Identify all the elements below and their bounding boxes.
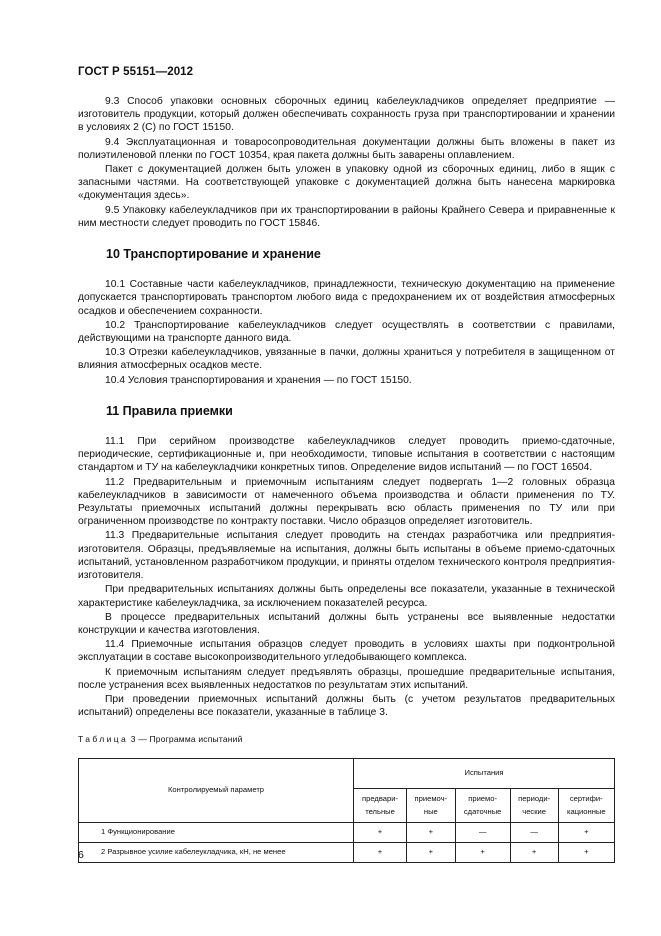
table-cell: + <box>455 842 510 862</box>
column-header: предвари- тельные <box>354 788 407 822</box>
table-cell: + <box>510 842 558 862</box>
table-caption-label: Таблица <box>78 734 129 745</box>
test-program-table <box>78 758 615 863</box>
paragraph: 9.5 Упаковку кабелеукладчиков при их транспортировании в районы Крайнего Севера и приравненные к ним местности следует проводить по ГОСТ 15846. <box>78 204 615 229</box>
column-header: приемо- сдаточные <box>455 788 510 822</box>
page-number: 6 <box>78 849 84 861</box>
paragraph: 11.2 Предварительным и приемочным испытаниям следует подвергать 1—2 головных образца кабелеукладчиков в зависимости от намеченного объема производства и области применения по ТУ. Результаты приемочных испытаний должны перекрывать всю область применения по ТУ или при ограниченном производстве по контракту поставки. Число образцов определяет изготовитель. <box>78 476 615 528</box>
document-body <box>78 95 615 863</box>
column-header: приемоч- ные <box>407 788 456 822</box>
paragraph: К приемочным испытаниям следует предъявлять образцы, прошедшие предварительные испытания, после устранения всех выявленных недостатков по результатам этих испытаний. <box>78 666 615 691</box>
table-cell: + <box>354 822 407 842</box>
paragraph: В процессе предварительных испытаний должны быть устранены все выявленные недостатки конструкции и качества изготовления. <box>78 611 615 636</box>
table-cell: + <box>558 842 614 862</box>
paragraph: 10.4 Условия транспортирования и хранения — по ГОСТ 15150. <box>105 374 412 386</box>
table-caption <box>78 733 615 746</box>
section-title: 10 Транспортирование и хранение <box>106 247 321 262</box>
standard-header: ГОСТ Р 55151—2012 <box>78 66 194 78</box>
table-caption-title: 3 — Программа испытаний <box>128 734 243 745</box>
paragraph: Пакет с документацией должен быть уложен в упаковку одной из сборочных единиц, либо в ящик с запасными частями. На соответствующей упаковке с документацией должна быть нанесена маркировка «документация здесь». <box>78 164 615 202</box>
paragraph: 11.1 При серийном производстве кабелеукладчиков следует проводить приемо-сдаточные, периодические, сертификационные и, при необходимости, типовые испытания в соответствии с настоящим стандартом и ТУ на кабелеукладчики конкретных типов. Определение видов испытаний — по ГОСТ 16504. <box>78 436 615 474</box>
table-cell: + <box>558 822 614 842</box>
paragraph: 10.1 Составные части кабелеукладчиков, принадлежности, техническую документацию на применение допускается транспортировать транспортом любого вида с предохранением их от воздействия атмосферных осадков и обеспечением сохранности. <box>78 279 615 317</box>
paragraph: 9.4 Эксплуатационная и товаросопроводительная документации должны быть вложены в пакет из полиэтиленовой пленки по ГОСТ 10354, края пакета должны быть заварены оплавлением. <box>78 136 615 161</box>
table-cell: — <box>455 822 510 842</box>
table-row <box>79 822 615 842</box>
tests-header: Испытания <box>354 758 615 788</box>
table-row <box>79 842 615 862</box>
column-header: сертифи- кационные <box>558 788 614 822</box>
table-cell: + <box>407 822 456 842</box>
paragraph: 11.4 Приемочные испытания образцов следует проводить в условиях шахты при подконтрольной эксплуатации в составе высокопроизводительного угледобывающего комплекса. <box>78 639 615 664</box>
row-name: 1 Функционирование <box>79 822 354 842</box>
paragraph: При предварительных испытаниях должны быть определены все показатели, указанные в технической характеристике кабелеукладчика, за исключением показателей ресурса. <box>78 584 615 609</box>
paragraph: 9.3 Способ упаковки основных сборочных единиц кабелеукладчиков определяет предприятие — изготовитель продукции, который должен обеспечивать сохранность груза при транспортировании и хранении в условиях 2 (С) по ГОСТ 15150. <box>78 96 615 134</box>
param-header: Контролируемый параметр <box>79 758 354 822</box>
table-cell: + <box>354 842 407 862</box>
paragraph: 10.2 Транспортирование кабелеукладчиков следует осуществлять в соответствии с правилами, действующими на транспорте данного вида. <box>78 319 615 345</box>
paragraph: 11.3 Предварительные испытания следует проводить на стендах разработчика или предприятия-изготовителя. Образцы, предъявляемые на испытания, должны быть испытаны в объеме приемо-сдаточных испытаний, установленном разработчиком продукции, и приняты отделом технического контроля предприятия-изготовителя. <box>78 530 615 582</box>
table-cell: — <box>510 822 558 842</box>
paragraph: При проведении приемочных испытаний должны быть (с учетом результатов предварительных испытаний) определены все показатели, указанные в таблице 3. <box>78 693 615 719</box>
row-name: 2 Разрывное усилие кабелеукладчика, кН, не менее <box>79 842 354 862</box>
table-cell: + <box>407 842 456 862</box>
paragraph: 10.3 Отрезки кабелеукладчиков, увязанные в пачки, должны храниться у потребителя в защищенном от влияния атмосферных осадков месте. <box>78 347 615 372</box>
section-title: 11 Правила приемки <box>106 403 233 418</box>
column-header: периоди- ческие <box>510 788 558 822</box>
